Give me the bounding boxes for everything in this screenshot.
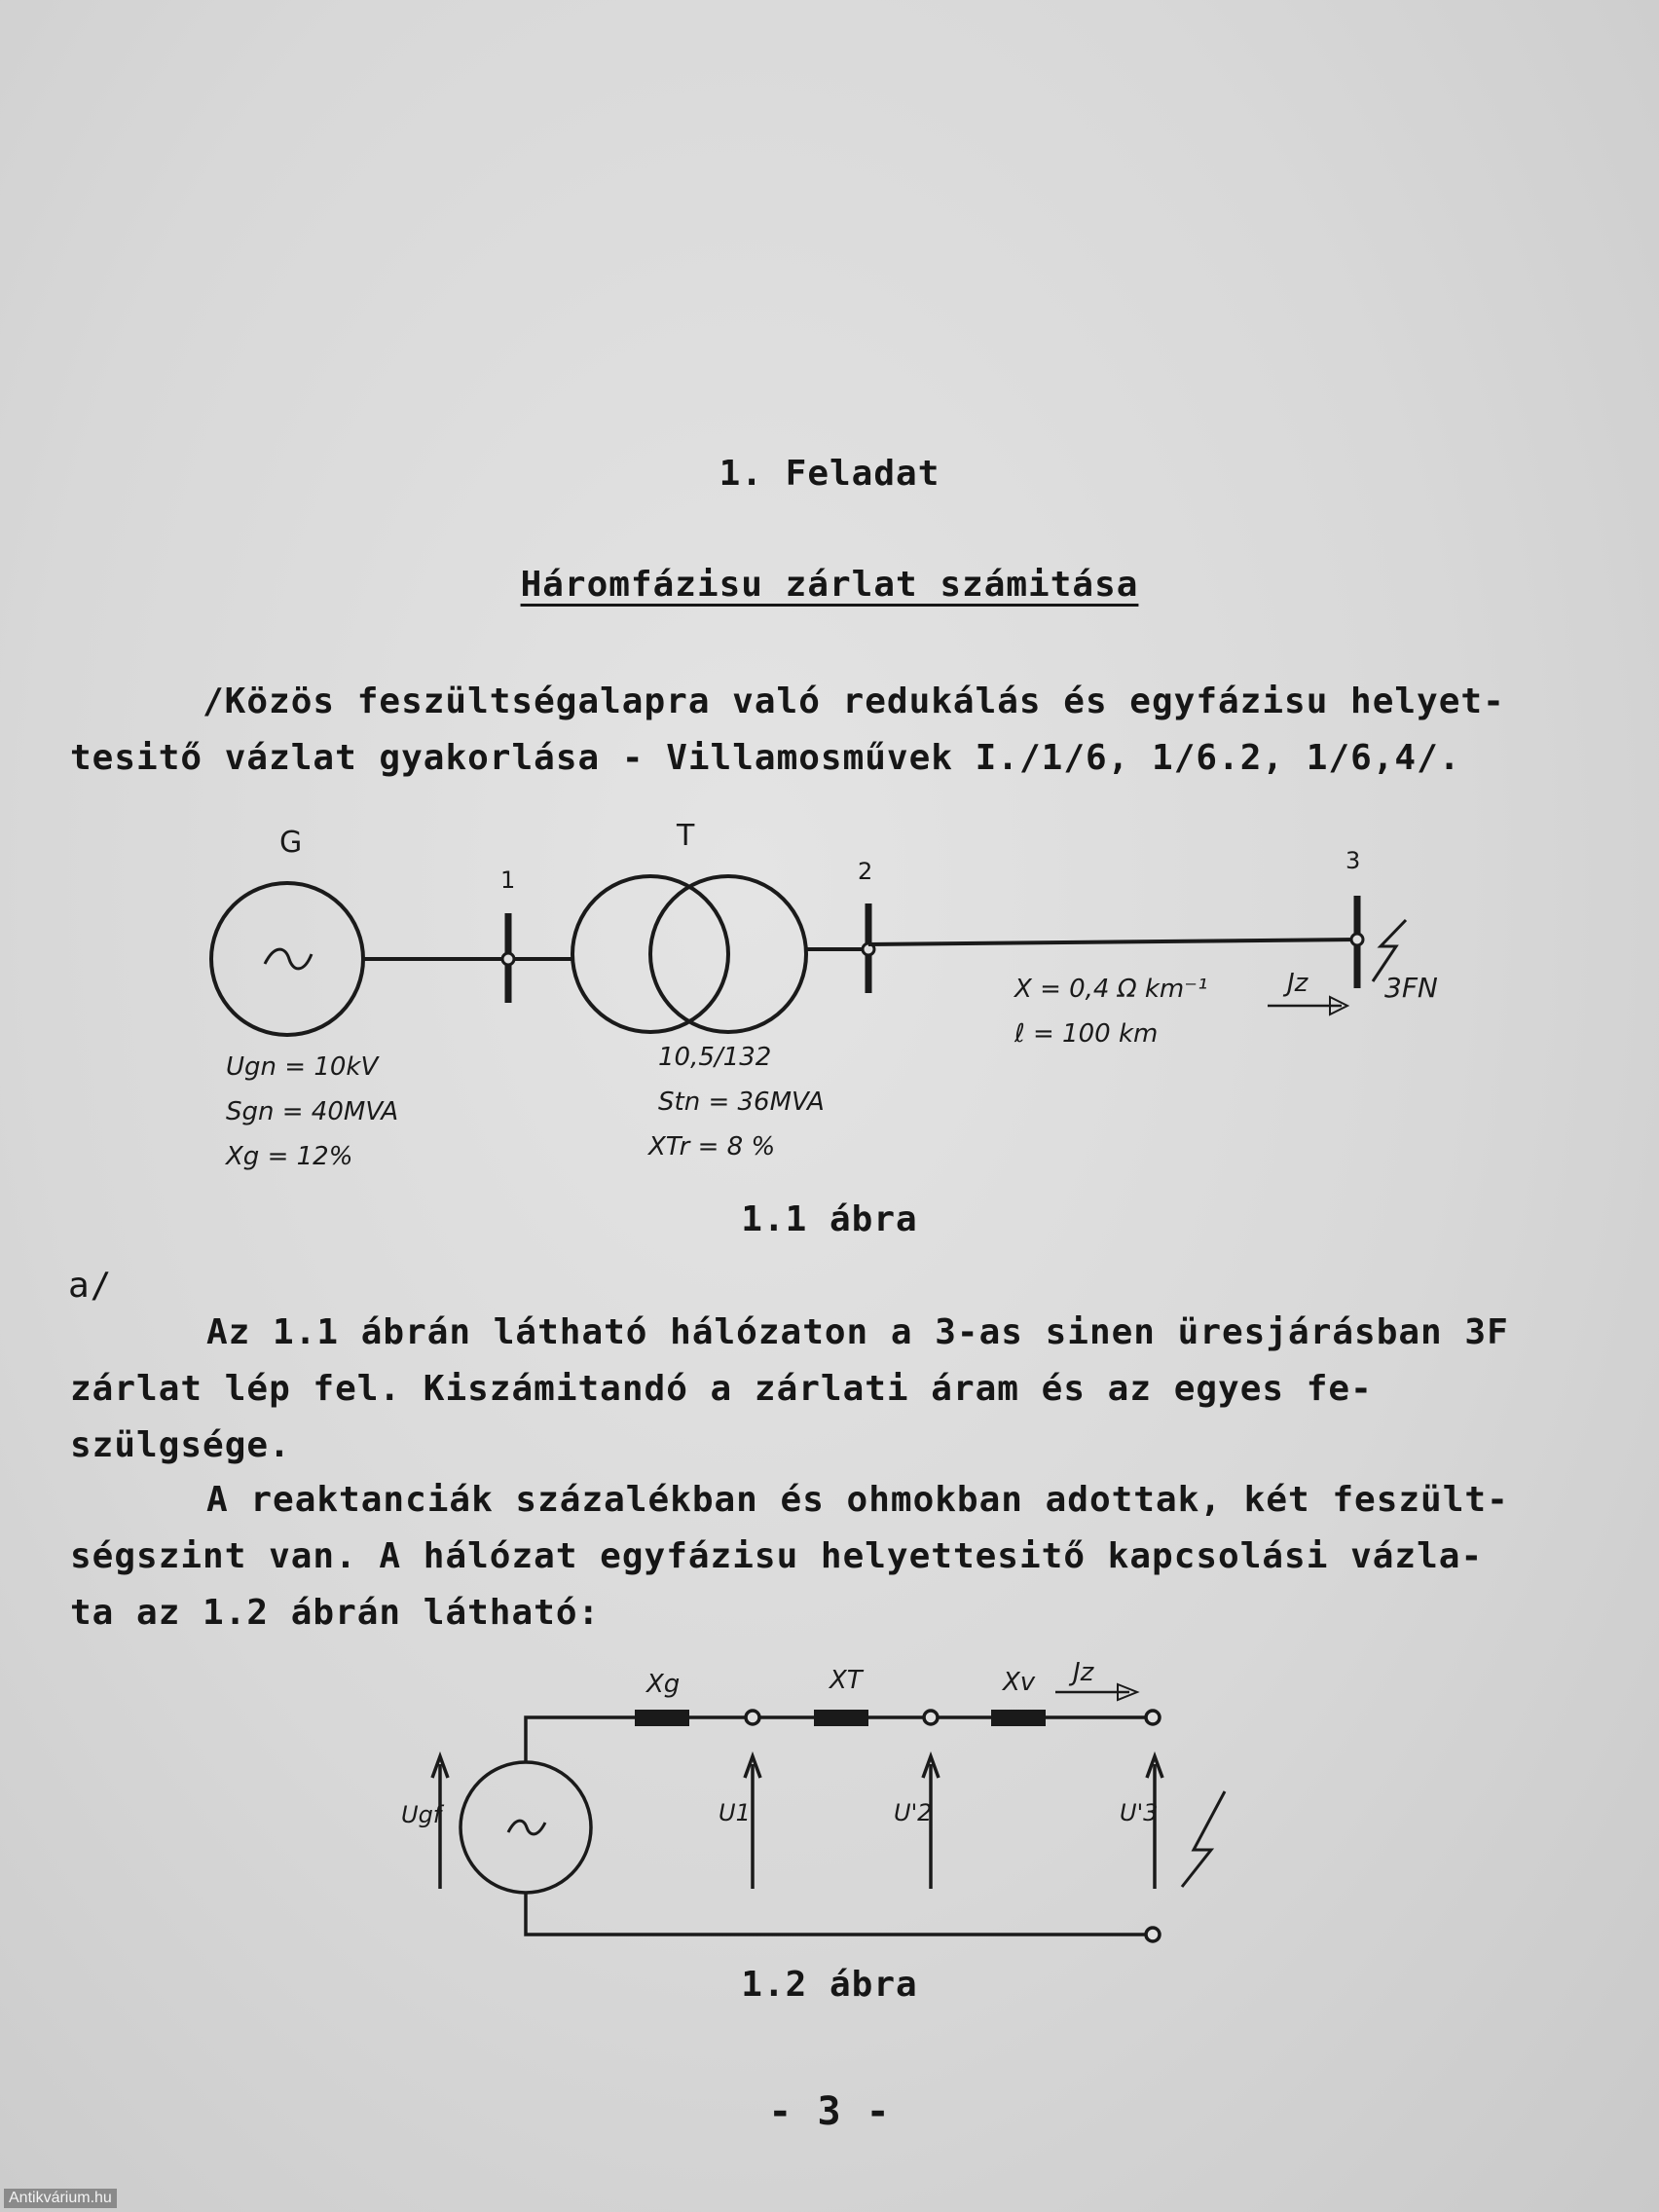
para2-line-2: ségszint van. A hálózat egyfázisu helyettesitő kapcsolási vázla- [70,1536,1484,1576]
label-g: G [279,826,303,860]
reactance-xv [991,1710,1046,1726]
transformer-power: Stn = 36MVA [658,1088,825,1117]
figure-1-2-caption: 1.2 ábra [741,1965,918,2005]
task-title: 1. Feladat [719,454,940,494]
label-u3: U'3 [1120,1799,1159,1826]
page-number: - 3 - [768,2089,891,2134]
reactance-xg [635,1710,689,1726]
label-xt: XT [830,1666,863,1695]
para1-line-3: szülgsége. [70,1425,291,1465]
para1-line-2: zárlat lép fel. Kiszámitandó a zárlati áram és az egyes fe- [70,1369,1373,1409]
gen-power: Sgn = 40MVA [226,1097,399,1126]
section-title: Háromfázisu zárlat számitása [520,565,1139,605]
label-bus-3: 3 [1346,847,1361,874]
label-u1: U1 [719,1799,751,1826]
fault-type-label: 3FN [1384,972,1438,1004]
reactance-xt [814,1710,868,1726]
label-bus-1: 1 [500,866,516,894]
fault-current-label: Jz [1287,969,1309,998]
transformer-ratio: 10,5/132 [658,1043,772,1072]
intro-line-1: /Közös feszültségalapra való redukálás és egyfázisu helyet- [203,682,1505,721]
para1-line-1: Az 1.1 ábrán látható hálózaton a 3-as sinen üresjárásban 3F [206,1312,1509,1352]
fault-lightning-icon-2 [1182,1791,1225,1887]
intro-line-2: tesitő vázlat gyakorlása - Villamosművek I./1/6, 1/6.2, 1/6,4/. [70,738,1461,778]
label-xv: Xv [1003,1668,1036,1697]
label-t: T [677,819,695,853]
watermark: Antikvárium.hu [4,2189,117,2208]
line-reactance: X = 0,4 Ω km⁻¹ [1014,975,1208,1004]
label-jz: Jz [1073,1658,1094,1687]
ac-source-icon-2 [508,1821,545,1834]
para2-line-3: ta az 1.2 ábrán látható: [70,1593,601,1633]
label-xg: Xg [646,1670,681,1699]
label-bus-2: 2 [858,858,873,885]
label-ugf: Ugf [401,1801,442,1828]
gen-voltage: Ugn = 10kV [226,1052,379,1082]
gen-reactance: Xg = 12% [226,1142,353,1171]
transformer-reactance: XTr = 8 % [648,1132,776,1161]
para2-line-1: A reaktanciák százalékban és ohmokban adottak, két feszült- [206,1480,1509,1520]
label-u2: U'2 [894,1799,933,1826]
figure-1-1-caption: 1.1 ábra [741,1199,918,1239]
section-a-label: a/ [68,1266,113,1306]
line-length: ℓ = 100 km [1014,1019,1159,1049]
